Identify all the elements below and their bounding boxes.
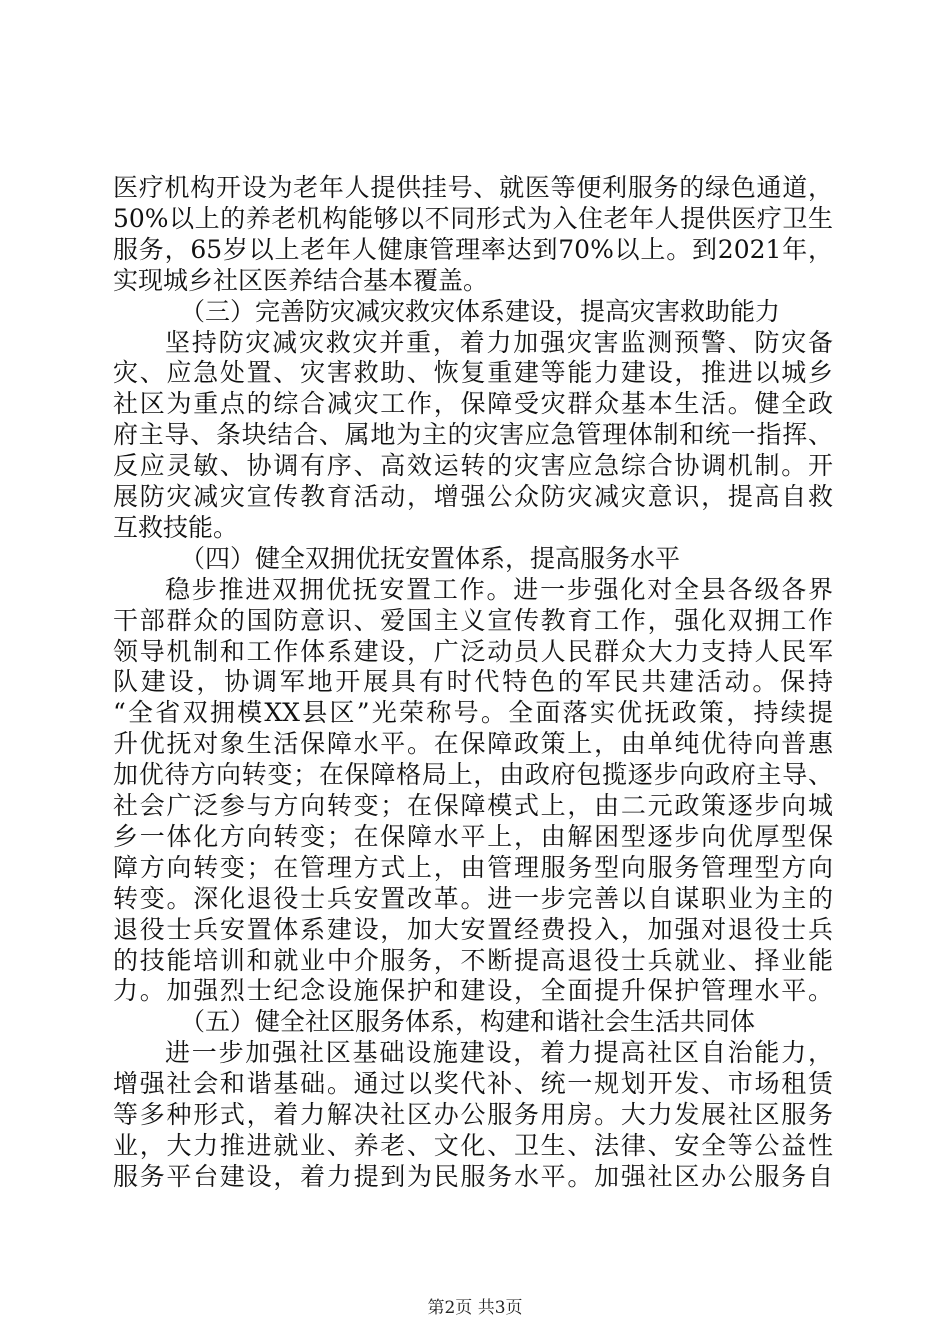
body-text-line: 增强社会和谐基础。通过以奖代补、统一规划开发、市场租赁 <box>113 1069 833 1098</box>
body-text-line: 服务，65岁以上老年人健康管理率达到70%以上。到2021年， <box>113 235 833 264</box>
body-text-line: 实现城乡社区医养结合基本覆盖。 <box>113 266 489 295</box>
section-heading: （五）健全社区服务体系，构建和谐社会生活共同体 <box>180 1007 756 1036</box>
body-text-line: 府主导、条块结合、属地为主的灾害应急管理体制和统一指挥、 <box>113 420 833 449</box>
body-text-line: 进一步加强社区基础设施建设，着力提高社区自治能力， <box>165 1038 833 1067</box>
body-text-line: 等多种形式，着力解决社区办公服务用房。大力发展社区服务 <box>113 1100 833 1129</box>
body-text-line: 社会广泛参与方向转变；在保障模式上，由二元政策逐步向城 <box>113 791 833 820</box>
body-text-line: “全省双拥模XX县区”光荣称号。全面落实优抚政策，持续提 <box>113 698 833 727</box>
body-text-line: 加优待方向转变；在保障格局上，由政府包揽逐步向政府主导、 <box>113 760 833 789</box>
body-text-line: 业，大力推进就业、养老、文化、卫生、法律、安全等公益性 <box>113 1131 833 1160</box>
body-text-line: 转变。深化退役士兵安置改革。进一步完善以自谋职业为主的 <box>113 884 833 913</box>
body-text-line: 障方向转变；在管理方式上，由管理服务型向服务管理型方向 <box>113 853 833 882</box>
body-text-line: 社区为重点的综合减灾工作，保障受灾群众基本生活。健全政 <box>113 389 833 418</box>
body-text-line: 坚持防灾减灾救灾并重，着力加强灾害监测预警、防灾备 <box>165 328 833 357</box>
body-text-line: 反应灵敏、协调有序、高效运转的灾害应急综合协调机制。开 <box>113 451 833 480</box>
section-heading: （四）健全双拥优抚安置体系，提高服务水平 <box>180 544 681 573</box>
page-footer: 第2页 共3页 <box>427 1298 523 1318</box>
body-text-line: 退役士兵安置体系建设，加大安置经费投入，加强对退役士兵 <box>113 915 833 944</box>
body-text-line: 升优抚对象生活保障水平。在保障政策上，由单纯优待向普惠 <box>113 729 833 758</box>
body-text-line: 的技能培训和就业中介服务，不断提高退役士兵就业、择业能 <box>113 946 833 975</box>
body-text-line: 灾、应急处置、灾害救助、恢复重建等能力建设，推进以城乡 <box>113 358 833 387</box>
body-text-line: 乡一体化方向转变；在保障水平上，由解困型逐步向优厚型保 <box>113 822 833 851</box>
body-text-line: 干部群众的国防意识、爱国主义宣传教育工作，强化双拥工作 <box>113 606 833 635</box>
body-text-line: 领导机制和工作体系建设，广泛动员人民群众大力支持人民军 <box>113 637 833 666</box>
body-text-line: 力。加强烈士纪念设施保护和建设，全面提升保护管理水平。 <box>113 976 833 1005</box>
body-text-line: 稳步推进双拥优抚安置工作。进一步强化对全县各级各界 <box>165 575 833 604</box>
body-text-line: 50%以上的养老机构能够以不同形式为入住老年人提供医疗卫生 <box>113 204 833 233</box>
body-text-line: 队建设，协调军地开展具有时代特色的军民共建活动。保持 <box>113 667 833 696</box>
section-heading: （三）完善防灾减灾救灾体系建设，提高灾害救助能力 <box>180 297 781 326</box>
body-text-line: 服务平台建设，着力提到为民服务水平。加强社区办公服务自 <box>113 1162 833 1191</box>
body-text-line: 展防灾减灾宣传教育活动，增强公众防灾减灾意识，提高自救 <box>113 482 833 511</box>
body-text-line: 医疗机构开设为老年人提供挂号、就医等便利服务的绿色通道， <box>113 173 833 202</box>
body-text-line: 互救技能。 <box>113 513 239 542</box>
